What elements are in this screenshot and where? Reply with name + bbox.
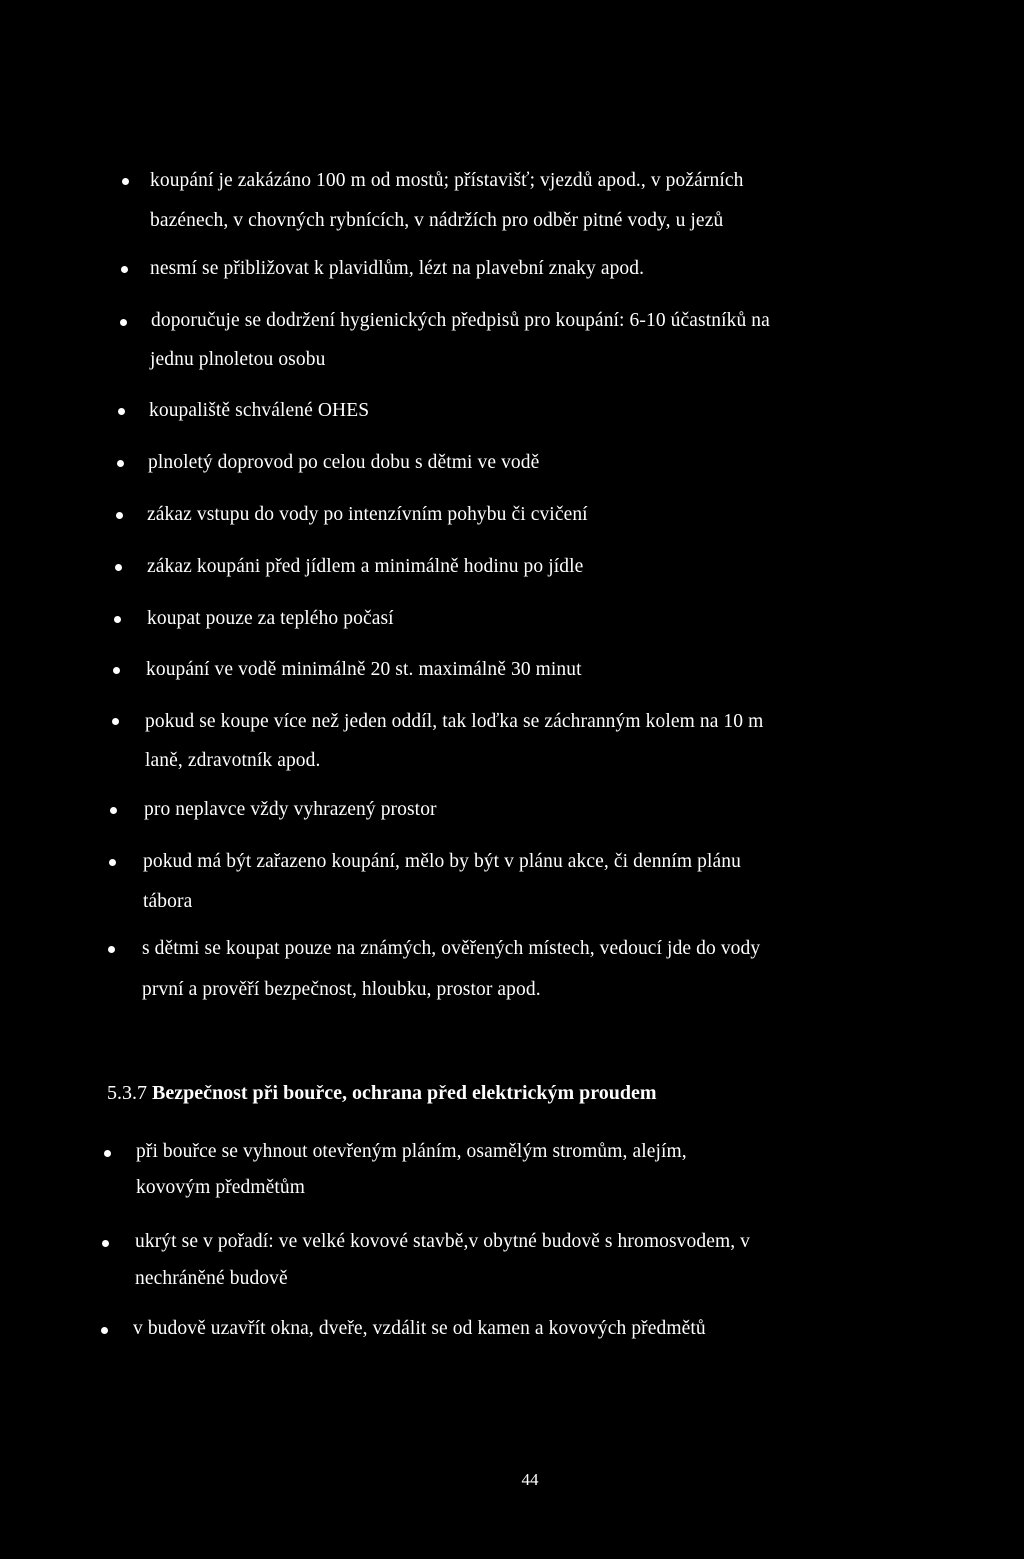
list-item-text: laně, zdravotník apod. (145, 750, 321, 771)
page-number: 44 (521, 1470, 539, 1489)
list-item-text: kovovým předmětům (136, 1177, 306, 1198)
list-item-text: doporučuje se dodržení hygienických předpisů pro koupání: 6-10 účastníků na (151, 310, 770, 331)
bullet-icon (101, 1327, 108, 1334)
list-item-text: koupaliště schválené OHES (149, 400, 370, 421)
bullet-icon (117, 460, 124, 467)
section-title: Bezpečnost při bouřce, ochrana před elektrickým proudem (152, 1082, 657, 1104)
section-heading (107, 1081, 657, 1105)
bullet-icon (104, 1150, 111, 1157)
list-item-text: koupat pouze za teplého počasí (147, 608, 394, 629)
bullet-icon (109, 859, 116, 866)
bullet-icon (120, 319, 127, 326)
list-item-text: ukrýt se v pořadí: ve velké kovové stavbě,v obytné budově s hromosvodem, v (135, 1231, 751, 1252)
list-item-text: pro neplavce vždy vyhrazený prostor (144, 799, 437, 820)
list-item-text: nechráněné budově (135, 1268, 288, 1289)
list-item-text: plnoletý doprovod po celou dobu s dětmi ve vodě (148, 452, 540, 473)
list-item-text: první a prověří bezpečnost, hloubku, prostor apod. (142, 979, 541, 1000)
list-item-text: jednu plnoletou osobu (150, 349, 326, 370)
list-item-text: v budově uzavřít okna, dveře, vzdálit se od kamen a kovových předmětů (133, 1318, 706, 1339)
bullet-icon (113, 667, 120, 674)
bullet-icon (114, 616, 121, 623)
bullet-icon (116, 512, 123, 519)
list-item-text: při bouřce se vyhnout otevřeným pláním, osamělým stromům, alejím, (136, 1141, 687, 1162)
list-item-text: pokud se koupe více než jeden oddíl, tak loďka se záchranným kolem na 10 m (145, 711, 764, 732)
list-item-text: tábora (143, 891, 193, 912)
bullet-icon (122, 178, 129, 185)
bullet-icon (118, 408, 125, 415)
list-item-text: koupání ve vodě minimálně 20 st. maximálně 30 minut (146, 659, 582, 680)
section-number: 5.3.7 (107, 1082, 147, 1104)
list-item-text: zákaz koupáni před jídlem a minimálně hodinu po jídle (147, 556, 584, 577)
list-item-text: koupání je zakázáno 100 m od mostů; přístavišť; vjezdů apod., v požárních (150, 170, 744, 191)
bullet-icon (115, 564, 122, 571)
list-item-text: bazénech, v chovných rybnících, v nádržích pro odběr pitné vody, u jezů (150, 210, 724, 231)
list-item-text: zákaz vstupu do vody po intenzívním pohybu či cvičení (147, 504, 588, 525)
bullet-icon (108, 946, 115, 953)
bullet-icon (110, 807, 117, 814)
list-item-text: nesmí se přibližovat k plavidlům, lézt na plavební znaky apod. (150, 258, 645, 279)
bullet-icon (102, 1240, 109, 1247)
bullet-icon (121, 266, 128, 273)
list-item-text: pokud má být zařazeno koupání, mělo by být v plánu akce, či denním plánu (143, 851, 741, 872)
bullet-icon (112, 718, 119, 725)
list-item-text: s dětmi se koupat pouze na známých, ověřených místech, vedoucí jde do vody (142, 938, 761, 959)
